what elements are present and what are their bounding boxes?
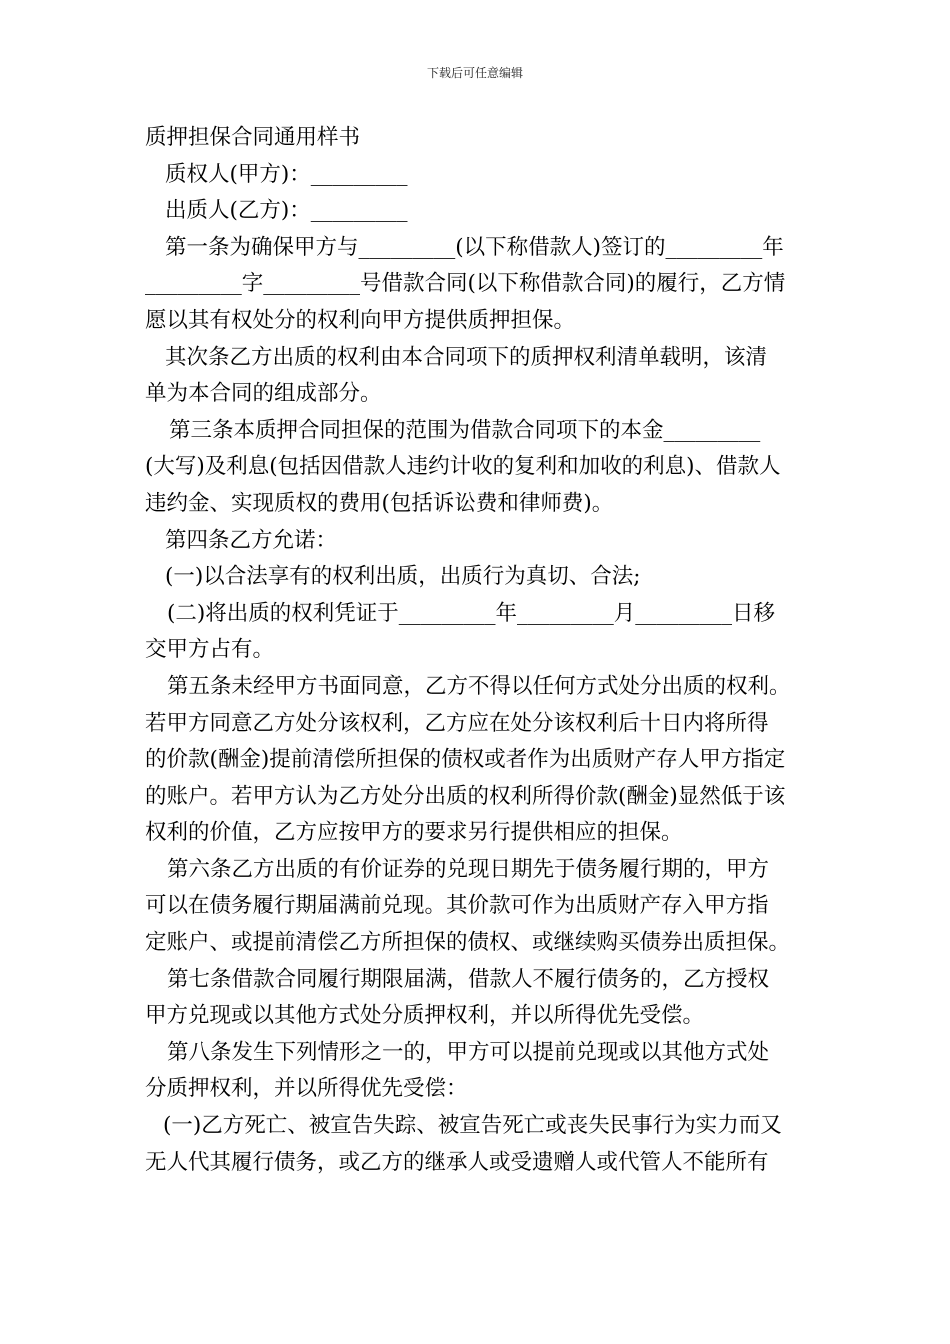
document-line: 第七条借款合同履行期限届满，借款人不履行债务的，乙方授权 [167,966,770,992]
document-line: _________字_________号借款合同(以下称借款合同)的履行，乙方情 [145,271,786,297]
document-line: 第三条本质押合同担保的范围为借款合同项下的本金_________ [169,417,761,443]
document-line: 第一条为确保甲方与_________(以下称借款人)签订的_________年 [165,234,784,260]
document-line: 定账户、或提前清偿乙方所担保的债权、或继续购买债券出质担保。 [145,930,791,956]
document-line: 第八条发生下列情形之一的，甲方可以提前兑现或以其他方式处 [167,1039,770,1065]
document-line: 第六条乙方出质的有价证券的兑现日期先于债务履行期的，甲方 [167,856,770,882]
document-line: 交甲方占有。 [145,637,275,663]
document-line: 无人代其履行债务，或乙方的继承人或受遗赠人或代管人不能所有 [145,1149,769,1175]
document-line: 若甲方同意乙方处分该权利，乙方应在处分该权利后十日内将所得 [145,710,769,736]
document-line: 出质人(乙方)：_________ [165,198,408,224]
document-line: 违约金、实现质权的费用(包括诉讼费和律师费)。 [145,490,614,516]
document-line: 其次条乙方出质的权利由本合同项下的质押权利清单载明，该清 [165,344,768,370]
document-line: (一)以合法享有的权利出质，出质行为真切、合法; [165,564,641,590]
document-line: 单为本合同的组成部分。 [145,381,382,407]
document-line: (一)乙方死亡、被宣告失踪、被宣告死亡或丧失民事行为实力而又 [163,1113,782,1139]
document-line: 权利的价值，乙方应按甲方的要求另行提供相应的担保。 [145,820,683,846]
document-title: 质押担保合同通用样书 [145,125,361,150]
document-line: 的价款(酬金)提前清偿所担保的债权或者作为出质财产存人甲方指定 [145,747,786,773]
document-line: 第四条乙方允诺： [165,527,338,553]
document-line: (二)将出质的权利凭证于_________年_________月_________日移 [167,600,776,626]
document-body [145,120,809,1181]
document-line: 甲方兑现或以其他方式处分质押权利，并以所得优先受偿。 [145,1003,705,1029]
document-line: 第五条未经甲方书面同意，乙方不得以任何方式处分出质的权利。 [167,673,791,699]
document-line: (大写)及利息(包括因借款人违约计收的复利和加收的利息)、借款人 [145,454,781,480]
page-header-note: 下载后可任意编辑 [426,66,523,80]
document-line: 质权人(甲方)：_________ [165,161,408,187]
document-line: 愿以其有权处分的权利向甲方提供质押担保。 [145,307,576,333]
document-line: 的账户。若甲方认为乙方处分出质的权利所得价款(酬金)显然低于该 [145,783,786,809]
document-line: 可以在债务履行期届满前兑现。其价款可作为出质财产存入甲方指 [145,893,769,919]
document-line: 分质押权利，并以所得优先受偿： [145,1076,468,1102]
